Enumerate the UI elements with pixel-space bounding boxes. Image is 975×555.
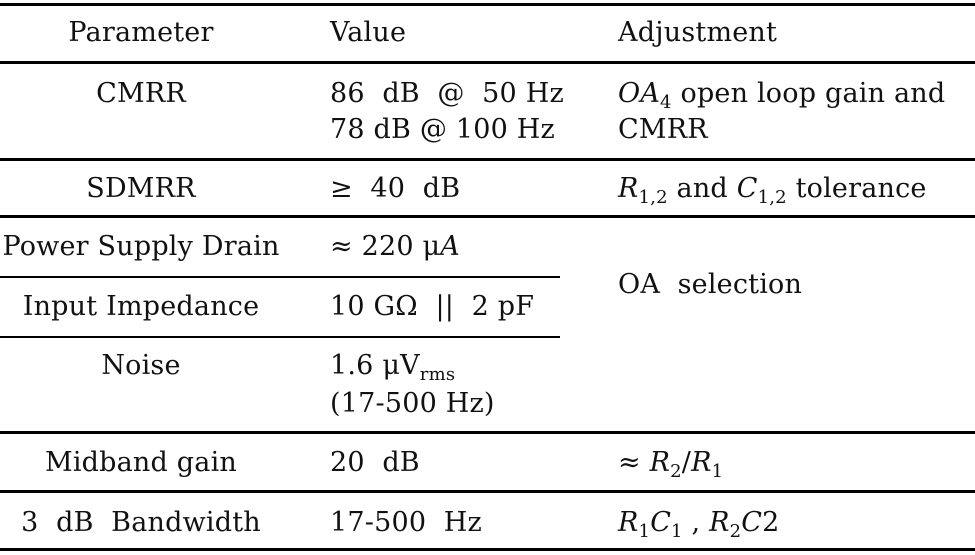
row-rule-impedance: [0, 336, 560, 338]
oa-selection-adjustment: OA selection: [618, 269, 803, 300]
cmrr-value-line2: 78 dB @ 100 Hz: [330, 114, 555, 145]
bandwidth-parameter: 3 dB Bandwidth: [21, 507, 261, 538]
bw-r2-subscript: 2: [729, 521, 742, 542]
bw-r1-symbol: R: [618, 507, 639, 538]
slash-symbol: /: [681, 447, 692, 478]
bw-c2-symbol: C: [741, 507, 763, 538]
cmrr-adjustment-rest: open loop gain and: [671, 78, 946, 109]
header-parameter: Parameter: [68, 17, 214, 48]
top-rule: [0, 3, 975, 6]
bw-r1-subscript: 1: [638, 521, 651, 542]
cmrr-adjustment-line1: [618, 77, 945, 114]
r12-subscript: 1,2: [638, 187, 668, 208]
bw-separator: ,: [682, 507, 710, 538]
r2-symbol: R: [649, 447, 671, 478]
r1-subscript: 1: [711, 461, 724, 482]
power-parameter: Power Supply Drain: [2, 231, 280, 262]
bandwidth-value: 17-500 Hz: [330, 507, 482, 538]
c12-symbol: C: [736, 173, 758, 204]
header-rule: [0, 61, 975, 64]
midband-adjustment: [618, 446, 723, 483]
r1-symbol: R: [691, 447, 712, 478]
bottom-rule: [0, 548, 975, 551]
r12-symbol: R: [618, 173, 639, 204]
header-adjustment: Adjustment: [618, 17, 778, 48]
noise-value-subscript: rms: [419, 364, 456, 385]
cmrr-value-line1: 86 dB @ 50 Hz: [330, 78, 564, 109]
noise-value-main: 1.6 μV: [330, 350, 420, 381]
bw-r2-symbol: R: [709, 507, 730, 538]
impedance-value: 10 GΩ || 2 pF: [330, 291, 535, 322]
and-text: and: [667, 173, 737, 204]
oa4-symbol: OA: [618, 78, 661, 109]
power-value-unit: A: [440, 231, 460, 262]
oa4-subscript: 4: [660, 92, 672, 113]
bandwidth-adjustment: [618, 506, 780, 543]
approx-symbol: ≈: [618, 447, 650, 478]
sdmrr-adjustment: [618, 172, 927, 209]
cmrr-parameter: CMRR: [96, 78, 186, 109]
row-rule-cmrr: [0, 158, 975, 161]
impedance-parameter: Input Impedance: [22, 291, 260, 322]
r2-subscript: 2: [670, 461, 682, 482]
midband-value: 20 dB: [330, 447, 420, 478]
noise-parameter: Noise: [101, 350, 181, 381]
bw-c2-tail: 2: [762, 507, 780, 538]
row-rule-noise: [0, 431, 975, 434]
sdmrr-parameter: SDMRR: [86, 173, 196, 204]
noise-value-line1: [330, 349, 455, 386]
bw-c1-symbol: C: [650, 507, 672, 538]
sdmrr-value: ≥ 40 dB: [330, 173, 461, 204]
power-value-prefix: ≈ 220 μ: [330, 231, 441, 262]
row-rule-power: [0, 276, 560, 278]
header-value: Value: [330, 17, 407, 48]
row-rule-sdmrr: [0, 215, 975, 218]
c12-subscript: 1,2: [757, 187, 787, 208]
noise-value-line2: (17-500 Hz): [330, 388, 495, 419]
row-rule-midband: [0, 490, 975, 493]
midband-parameter: Midband gain: [44, 447, 237, 478]
power-value: [330, 230, 460, 264]
tolerance-text: tolerance: [786, 173, 927, 204]
bw-c1-subscript: 1: [671, 521, 683, 542]
cmrr-adjustment-line2: CMRR: [618, 114, 708, 145]
